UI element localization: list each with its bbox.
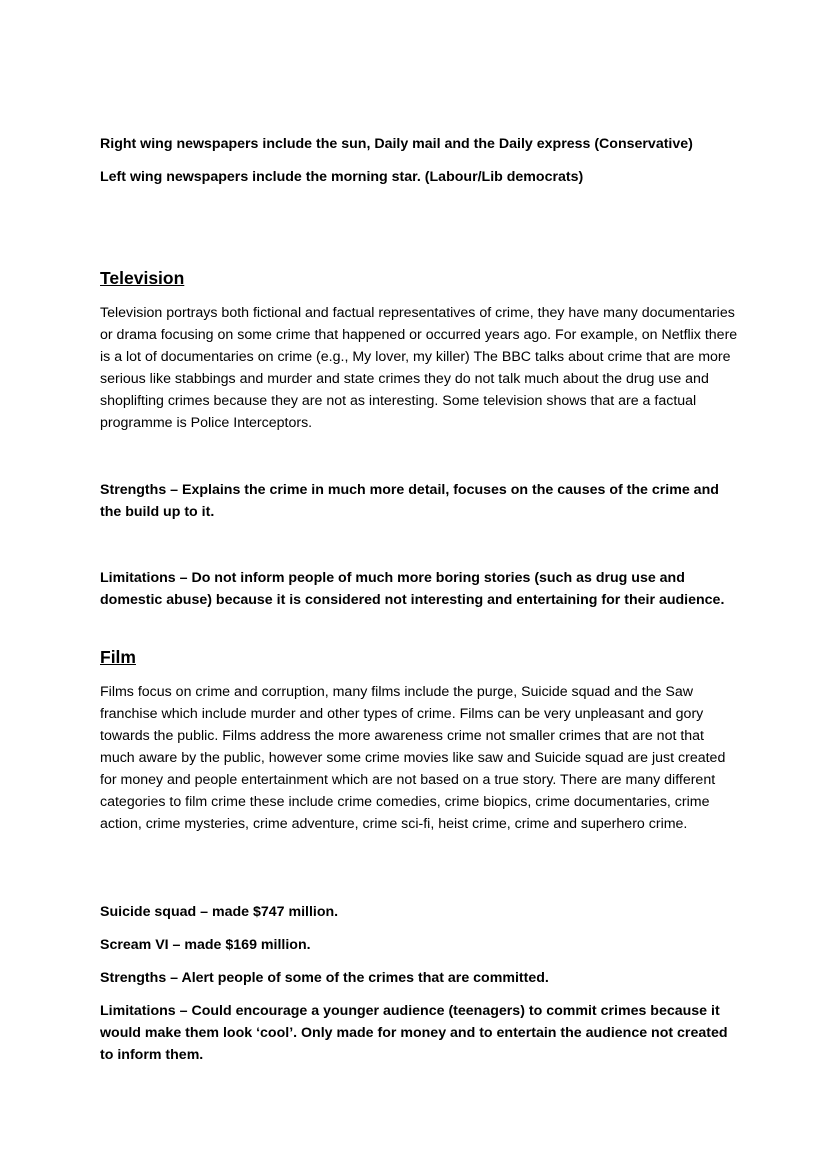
film-scream: Scream VI – made $169 million. [100,937,311,953]
film-heading: Film [100,647,136,667]
television-limitations: Limitations – Do not inform people of much more boring stories (such as drug use and domestic abuse) because it is considered not interesting and entertaining for their audience. [100,570,725,608]
television-heading: Television [100,268,185,288]
film-body: Films focus on crime and corruption, many films include the purge, Suicide squad and the Saw franchise which include murder and other types of crime. Films can be very unpleasant and gory towards the public. Films address the more awareness crime not smaller crimes that are not that much aware by the public, however some crime movies like saw and Suicide squad are just created for money and people entertainment which are not based on a true story. There are many different categories to film crime these include crime comedies, crime biopics, crime documentaries, crime action, crime mysteries, crime adventure, crime sci-fi, heist crime, crime and superhero crime. [100,684,726,832]
television-body: Television portrays both fictional and factual representatives of crime, they have many documentaries or drama focusing on some crime that happened or occurred years ago. For example, on Netflix there is a lot of documentaries on crime (e.g., My lover, my killer) The BBC talks about crime that are more serious like stabbings and murder and state crimes they do not talk much about the drug use and shoplifting crimes because they are not as interesting. Some television shows that are a factual programme is Police Interceptors. [100,305,738,431]
television-strengths: Strengths – Explains the crime in much more detail, focuses on the causes of the crime and the build up to it. [100,482,719,520]
film-limitations: Limitations – Could encourage a younger audience (teenagers) to commit crimes because it would make them look ‘cool’. Only made for money and to entertain the audience not created to inform them. [100,1003,728,1063]
film-suicide-squad: Suicide squad – made $747 million. [100,904,339,920]
right-wing-line: Right wing newspapers include the sun, Daily mail and the Daily express (Conservative) [100,136,693,152]
film-strengths: Strengths – Alert people of some of the crimes that are committed. [100,970,549,986]
left-wing-line: Left wing newspapers include the morning star. (Labour/Lib democrats) [100,169,584,185]
